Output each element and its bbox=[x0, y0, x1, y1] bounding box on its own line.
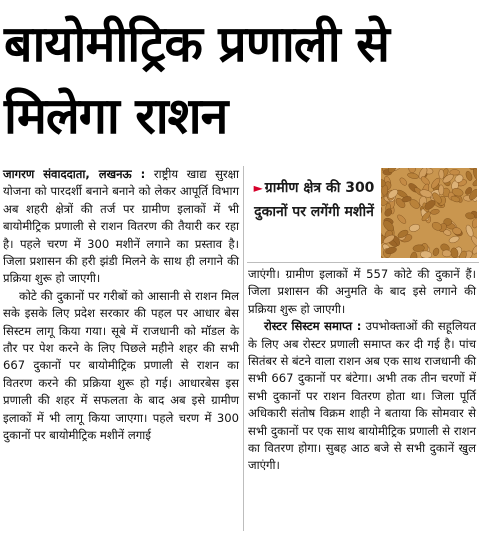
article-right-column bbox=[248, 266, 476, 475]
callout-text: ग्रामीण क्षेत्र की 300 दुकानों पर लगेंगी मशीनें bbox=[254, 180, 375, 220]
wheat-grains-photo bbox=[381, 168, 477, 258]
triangle-bullet-icon: ► bbox=[253, 181, 263, 195]
byline: जागरण संवाददाता, लखनऊ : bbox=[3, 167, 146, 181]
article-paragraph-2: कोटे की दुकानों पर गरीबों को आसानी से राशन मिल सके इसके लिए प्रदेश सरकार की पहल पर आधार बेस सिस्टम लागू किया गया। सूबे में राजधानी को मॉडल के तौर पर पेश करने के लिए पिछले महीने शहर की सभी 667 दुकानों पर बायोमीट्रिक प्रणाली से राशन का वितरण करने की प्रक्रिया शुरू हो गई। आधारबेस इस प्रणाली की शहर में सफलता के बाद अब इसे ग्रामीण इलाकों में भी लागू किया जाएगा। पहले चरण में 300 दुकानों पर बायोमीट्रिक मशीनें लगाई bbox=[3, 288, 239, 443]
article-paragraph-1 bbox=[3, 166, 239, 288]
callout-text-block bbox=[249, 176, 379, 224]
headline-line-1: बायोमीट्रिक प्रणाली से bbox=[4, 15, 389, 73]
paragraph-4-text: उपभोक्ताओं की सहूलियत के लिए अब रोस्टर प्रणाली समाप्त कर दी गई है। पांच सितंबर से बंटने वाला राशन अब एक साथ राजधानी की सभी 667 दुकानों पर बंटेगा। अभी तक तीन चरणों में सभी दुकानों पर राशन वितरण होता था। जिला पूर्ति अधिकारी संतोष विक्रम शाही ने बताया कि सोमवार से सभी दुकानों पर एक साथ बायोमीट्रिक प्रणाली से राशन का वितरण होगा। सुबह आठ बजे से सभी दुकानें खुल जाएंगी। bbox=[248, 319, 477, 473]
article-paragraph-3: जाएंगी। ग्रामीण इलाकों में 557 कोटे की दुकानें हैं। जिला प्रशासन की अनुमति के बाद इसे लगाने की प्रक्रिया शुरू हो जाएगी। bbox=[248, 267, 476, 316]
paragraph-1-text: राष्ट्रीय खाद्य सुरक्षा योजना को पारदर्शी बनाने बनाने को लेकर आपूर्ति विभाग अब शहरी क्षेत्रों की तर्ज पर ग्रामीण इलाकों में भी बायोमीट्रिक प्रणाली से राशन वितरण की तैयारी कर रहा है। पहले चरण में 300 मशीनें लगाने का प्रस्ताव है। जिला प्रशासन की हरी झंडी मिलने के साथ ही लगाने की प्रक्रिया शुरू हो जाएगी। bbox=[3, 167, 239, 286]
callout-box bbox=[247, 166, 479, 263]
subhead-roster: रोस्टर सिस्टम समाप्त : bbox=[264, 319, 362, 334]
headline-line-2: मिलेगा राशन bbox=[4, 87, 228, 145]
column-divider bbox=[243, 166, 244, 531]
article-left-column bbox=[3, 166, 239, 445]
article-paragraph-4 bbox=[248, 318, 476, 475]
wheat-grain bbox=[438, 185, 444, 195]
